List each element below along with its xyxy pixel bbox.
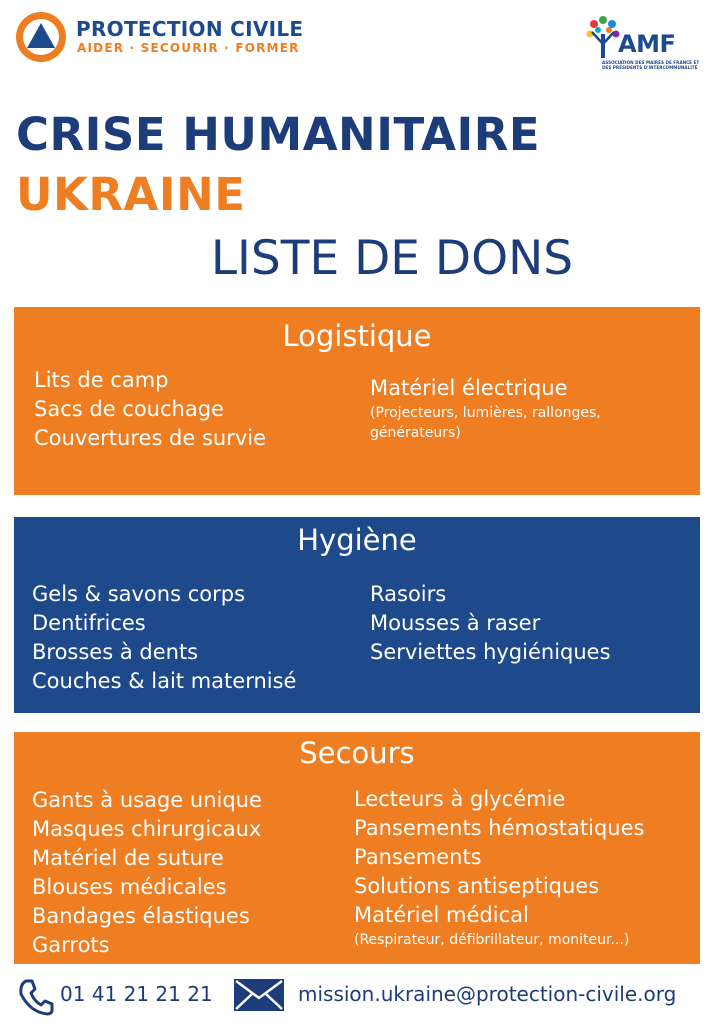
- secours-left-list: [32, 786, 262, 960]
- section-title-hygiene: Hygiène: [297, 523, 417, 557]
- phone-number-link[interactable]: 01 41 21 21 21: [60, 982, 213, 1006]
- list-item-note: (Respirateur, défibrillateur, moniteur...): [354, 932, 630, 948]
- protection-civile-emblem-icon: [16, 12, 66, 62]
- protection-civile-logo: [16, 12, 306, 62]
- amf-subtitle: ASSOCIATION DES MAIRES DE FRANCE ET DES PRÉSIDENTS D'INTERCOMMUNALITÉ: [602, 60, 700, 70]
- list-item: Couvertures de survie: [34, 426, 267, 450]
- hygiene-right-list: [370, 580, 611, 667]
- org-tagline: AIDER · SECOURIR · FORMER: [77, 41, 300, 55]
- list-item: Matériel médical: [354, 903, 529, 927]
- list-item: Blouses médicales: [32, 875, 227, 899]
- email-link[interactable]: mission.ukraine@protection-civile.org: [298, 982, 677, 1006]
- section-secours: [14, 732, 700, 964]
- list-item: Brosses à dents: [32, 640, 199, 664]
- list-item: Rasoirs: [370, 582, 447, 606]
- list-item: Matériel électrique: [370, 376, 568, 400]
- list-item: Pansements: [354, 845, 482, 869]
- list-item: Garrots: [32, 933, 110, 957]
- list-item: Pansements hémostatiques: [354, 816, 645, 840]
- title-crise-humanitaire: CRISE HUMANITAIRE: [16, 108, 541, 161]
- section-logistique: [14, 307, 700, 495]
- list-item: Solutions antiseptiques: [354, 874, 600, 898]
- phone-icon: [18, 978, 54, 1016]
- amf-word: AMF: [618, 30, 676, 58]
- list-item: Dentifrices: [32, 611, 146, 635]
- list-item: Serviettes hygiéniques: [370, 640, 611, 664]
- list-item: Bandages élastiques: [32, 904, 250, 928]
- logistique-right-list: [370, 374, 601, 443]
- list-item: Mousses à raser: [370, 611, 541, 635]
- list-item: Gants à usage unique: [32, 788, 262, 812]
- list-item: Couches & lait maternisé: [32, 669, 297, 693]
- title-liste-de-dons: LISTE DE DONS: [210, 231, 574, 286]
- title-ukraine: UKRAINE: [16, 168, 246, 221]
- list-item: Sacs de couchage: [34, 397, 224, 421]
- list-item: Matériel de suture: [32, 846, 224, 870]
- list-item-note: générateurs): [370, 425, 461, 441]
- logistique-left-list: [34, 366, 266, 453]
- secours-right-list: [354, 785, 644, 950]
- list-item: Lecteurs à glycémie: [354, 787, 566, 811]
- amf-logo: [584, 14, 710, 86]
- list-item: Masques chirurgicaux: [32, 817, 262, 841]
- list-item-note: (Projecteurs, lumières, rallonges,: [370, 405, 601, 421]
- hygiene-left-list: [32, 580, 296, 696]
- envelope-icon: [233, 978, 285, 1012]
- section-title-secours: Secours: [299, 736, 415, 770]
- org-name: PROTECTION CIVILE: [76, 17, 304, 41]
- footer-contact: [0, 970, 724, 1024]
- list-item: Lits de camp: [34, 368, 169, 392]
- list-item: Gels & savons corps: [32, 582, 246, 606]
- section-hygiene: [14, 517, 700, 713]
- section-title-logistique: Logistique: [282, 319, 432, 353]
